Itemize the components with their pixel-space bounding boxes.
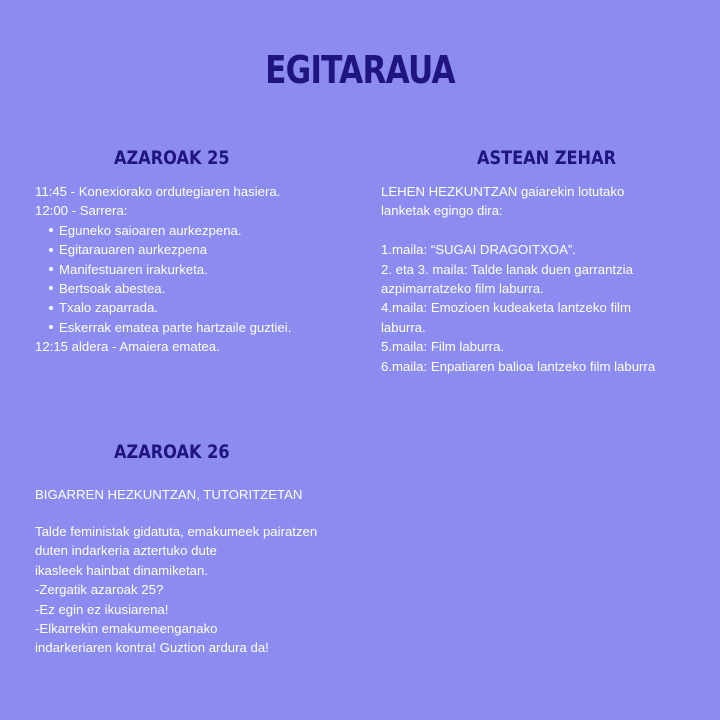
bullet-list [35, 221, 291, 337]
description-line: ikasleek hainbat dinamiketan. [35, 562, 209, 578]
description-line: indarkeriaren kontra! Guztion ardura da! [35, 640, 269, 656]
nov25-schedule [35, 182, 291, 357]
list-item: Eskerrak ematea parte hartzaile guztiei. [35, 318, 291, 337]
list-item: Bertsoak abestea. [35, 279, 291, 298]
description-line: Talde feministak gidatuta, emakumeek pairatzen [35, 524, 318, 539]
grade-line: 2. eta 3. maila: Talde lanak duen garrantzia [381, 261, 633, 277]
schedule-line: 12:15 aldera - Amaiera ematea. [35, 339, 220, 355]
intro-line: LEHEN HEZKUNTZAN gaiarekin lotutako [381, 184, 625, 199]
schedule-line: 12:00 - Sarrera: [35, 203, 128, 219]
grade-line: laburra. [381, 319, 426, 335]
intro-line: lanketak egingo dira: [381, 203, 503, 219]
page-title: EGITARAUA [265, 48, 455, 92]
subtitle-line: BIGARREN HEZKUNTZAN, TUTORITZETAN [35, 487, 303, 502]
section-heading-nov26: AZAROAK 26 [114, 441, 230, 463]
grade-line: azpimarratzeko film laburra. [381, 280, 544, 296]
list-item: Eguneko saioaren aurkezpena. [35, 221, 291, 240]
grade-line: 1.maila: “SUGAI DRAGOITXOA”. [381, 242, 576, 258]
week-program [381, 182, 655, 376]
list-item: Txalo zaparrada. [35, 298, 291, 317]
description-line: -Zergatik azaroak 25? [35, 582, 164, 598]
description-line: -Elkarrekin emakumeenganako [35, 620, 218, 636]
section-heading-week: ASTEAN ZEHAR [477, 147, 617, 169]
list-item: Manifestuaren irakurketa. [35, 260, 291, 279]
nov26-subtitle [35, 485, 302, 504]
nov26-description [35, 522, 317, 658]
section-heading-nov25: AZAROAK 25 [114, 147, 230, 169]
list-item: Egitarauaren aurkezpena [35, 240, 291, 259]
grade-line: 4.maila: Emozioen kudeaketa lantzeko film [381, 300, 631, 316]
description-line: -Ez egin ez ikusiarena! [35, 601, 169, 617]
description-line: duten indarkeria aztertuko dute [35, 543, 217, 559]
schedule-line: 11:45 - Konexiorako ordutegiaren hasiera. [35, 184, 281, 199]
grade-line: 6.maila: Enpatiaren balioa lantzeko film laburra [381, 358, 656, 374]
grade-line: 5.maila: Film laburra. [381, 339, 505, 355]
